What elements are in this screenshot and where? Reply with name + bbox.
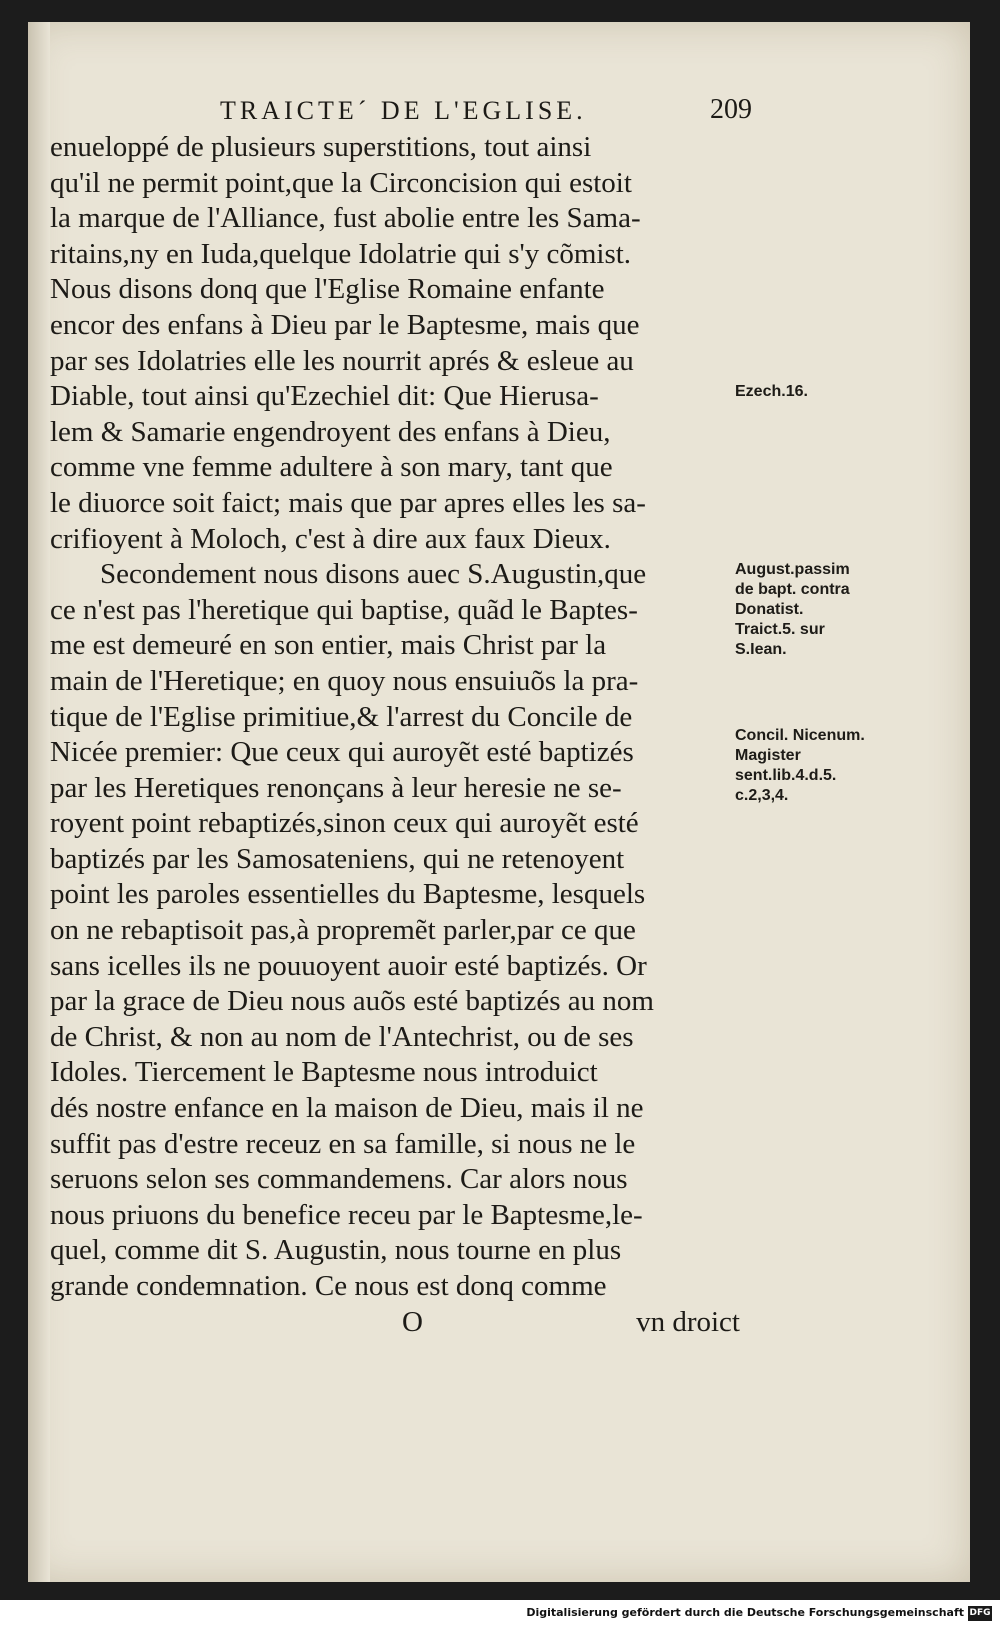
text-line: on ne rebaptisoit pas,à propremẽt parler,par ce que (50, 914, 636, 947)
margin-note-august: August.passim de bapt. contra Donatist. Traict.5. sur S.Iean. (735, 561, 850, 658)
text-line: la marque de l'Alliance, fust abolie entre les Sama- (50, 202, 641, 235)
text-line: sans icelles ils ne pouuoyent auoir esté baptizés. Or (50, 949, 647, 982)
page-number: 209 (710, 94, 752, 125)
page-spine-shadow (28, 22, 50, 1582)
main-text-block (50, 130, 740, 1340)
catchword: vn droict (636, 1305, 740, 1338)
text-line: comme vne femme adultere à son mary, tant que (50, 451, 613, 484)
text-line: royent point rebaptizés,sinon ceux qui auroyẽt esté (50, 807, 639, 840)
text-line: tique de l'Eglise primitiue,& l'arrest du Concile de (50, 700, 633, 733)
footer-bar (0, 1600, 1000, 1629)
text-line: lem & Samarie engendroyent des enfans à Dieu, (50, 415, 611, 448)
text-line: Idoles. Tiercement le Baptesme nous introduict (50, 1056, 598, 1089)
running-head: TRAICTE´ DE L'EGLISE. (220, 96, 587, 125)
text-line: suffit pas d'estre receuz en sa famille, si nous ne le (50, 1127, 636, 1160)
text-line: le diuorce soit faict; mais que par apres elles les sa- (50, 486, 646, 519)
text-line: encor des enfans à Dieu par le Baptesme, mais que (50, 308, 640, 341)
margin-note-ezech: Ezech.16. (735, 383, 808, 400)
text-line: enueloppé de plusieurs superstitions, tout ainsi (50, 131, 592, 163)
text-line: seruons selon ses commandemens. Car alors nous (50, 1163, 628, 1196)
text-line: main de l'Heretique; en quoy nous ensuiuõs la pra- (50, 664, 639, 697)
text-line: baptizés par les Samosateniens, qui ne retenoyent (50, 842, 625, 875)
signature-catchword-line (50, 1305, 740, 1341)
dfg-logo-icon: DFG (968, 1606, 992, 1621)
text-line-paragraph-start: Secondement nous disons auec S.Augustin,que (100, 558, 647, 591)
text-line: nous priuons du benefice receu par le Baptesme,le- (50, 1198, 643, 1231)
text-line: me est demeuré en son entier, mais Christ par la (50, 629, 607, 662)
text-line: point les paroles essentielles du Baptesme, lesquels (50, 878, 646, 911)
text-line: ce n'est pas l'heretique qui baptise, quãd le Baptes- (50, 593, 638, 626)
text-line: quel, comme dit S. Augustin, nous tourne en plus (50, 1234, 622, 1267)
text-line: par les Heretiques renonçans à leur heresie ne se- (50, 771, 622, 804)
margin-note-concil: Concil. Nicenum. Magister sent.lib.4.d.5. c.2,3,4. (735, 727, 865, 804)
text-line: dés nostre enfance en la maison de Dieu, mais il ne (50, 1092, 644, 1125)
text-line: qu'il ne permit point,que la Circoncision qui estoit (50, 166, 632, 199)
text-line: Diable, tout ainsi qu'Ezechiel dit: Que Hierusa- (50, 380, 599, 413)
signature-mark: O (402, 1305, 423, 1338)
text-line: Nicée premier: Que ceux qui auroyẽt esté baptizés (50, 736, 634, 769)
text-line: Nous disons donq que l'Eglise Romaine enfante (50, 273, 605, 306)
funding-credit: Digitalisierung gefördert durch die Deutsche Forschungsgemeinschaft (526, 1606, 964, 1619)
text-line: grande condemnation. Ce nous est donq comme (50, 1270, 607, 1302)
text-line: ritains,ny en Iuda,quelque Idolatrie qui s'y cõmist. (50, 237, 632, 270)
text-line: de Christ, & non au nom de l'Antechrist, ou de ses (50, 1020, 634, 1053)
text-line: par ses Idolatries elle les nourrit aprés & esleue au (50, 344, 634, 377)
text-line: par la grace de Dieu nous auõs esté baptizés au nom (50, 985, 654, 1018)
text-line: crifioyent à Moloch, c'est à dire aux faux Dieux. (50, 522, 611, 555)
